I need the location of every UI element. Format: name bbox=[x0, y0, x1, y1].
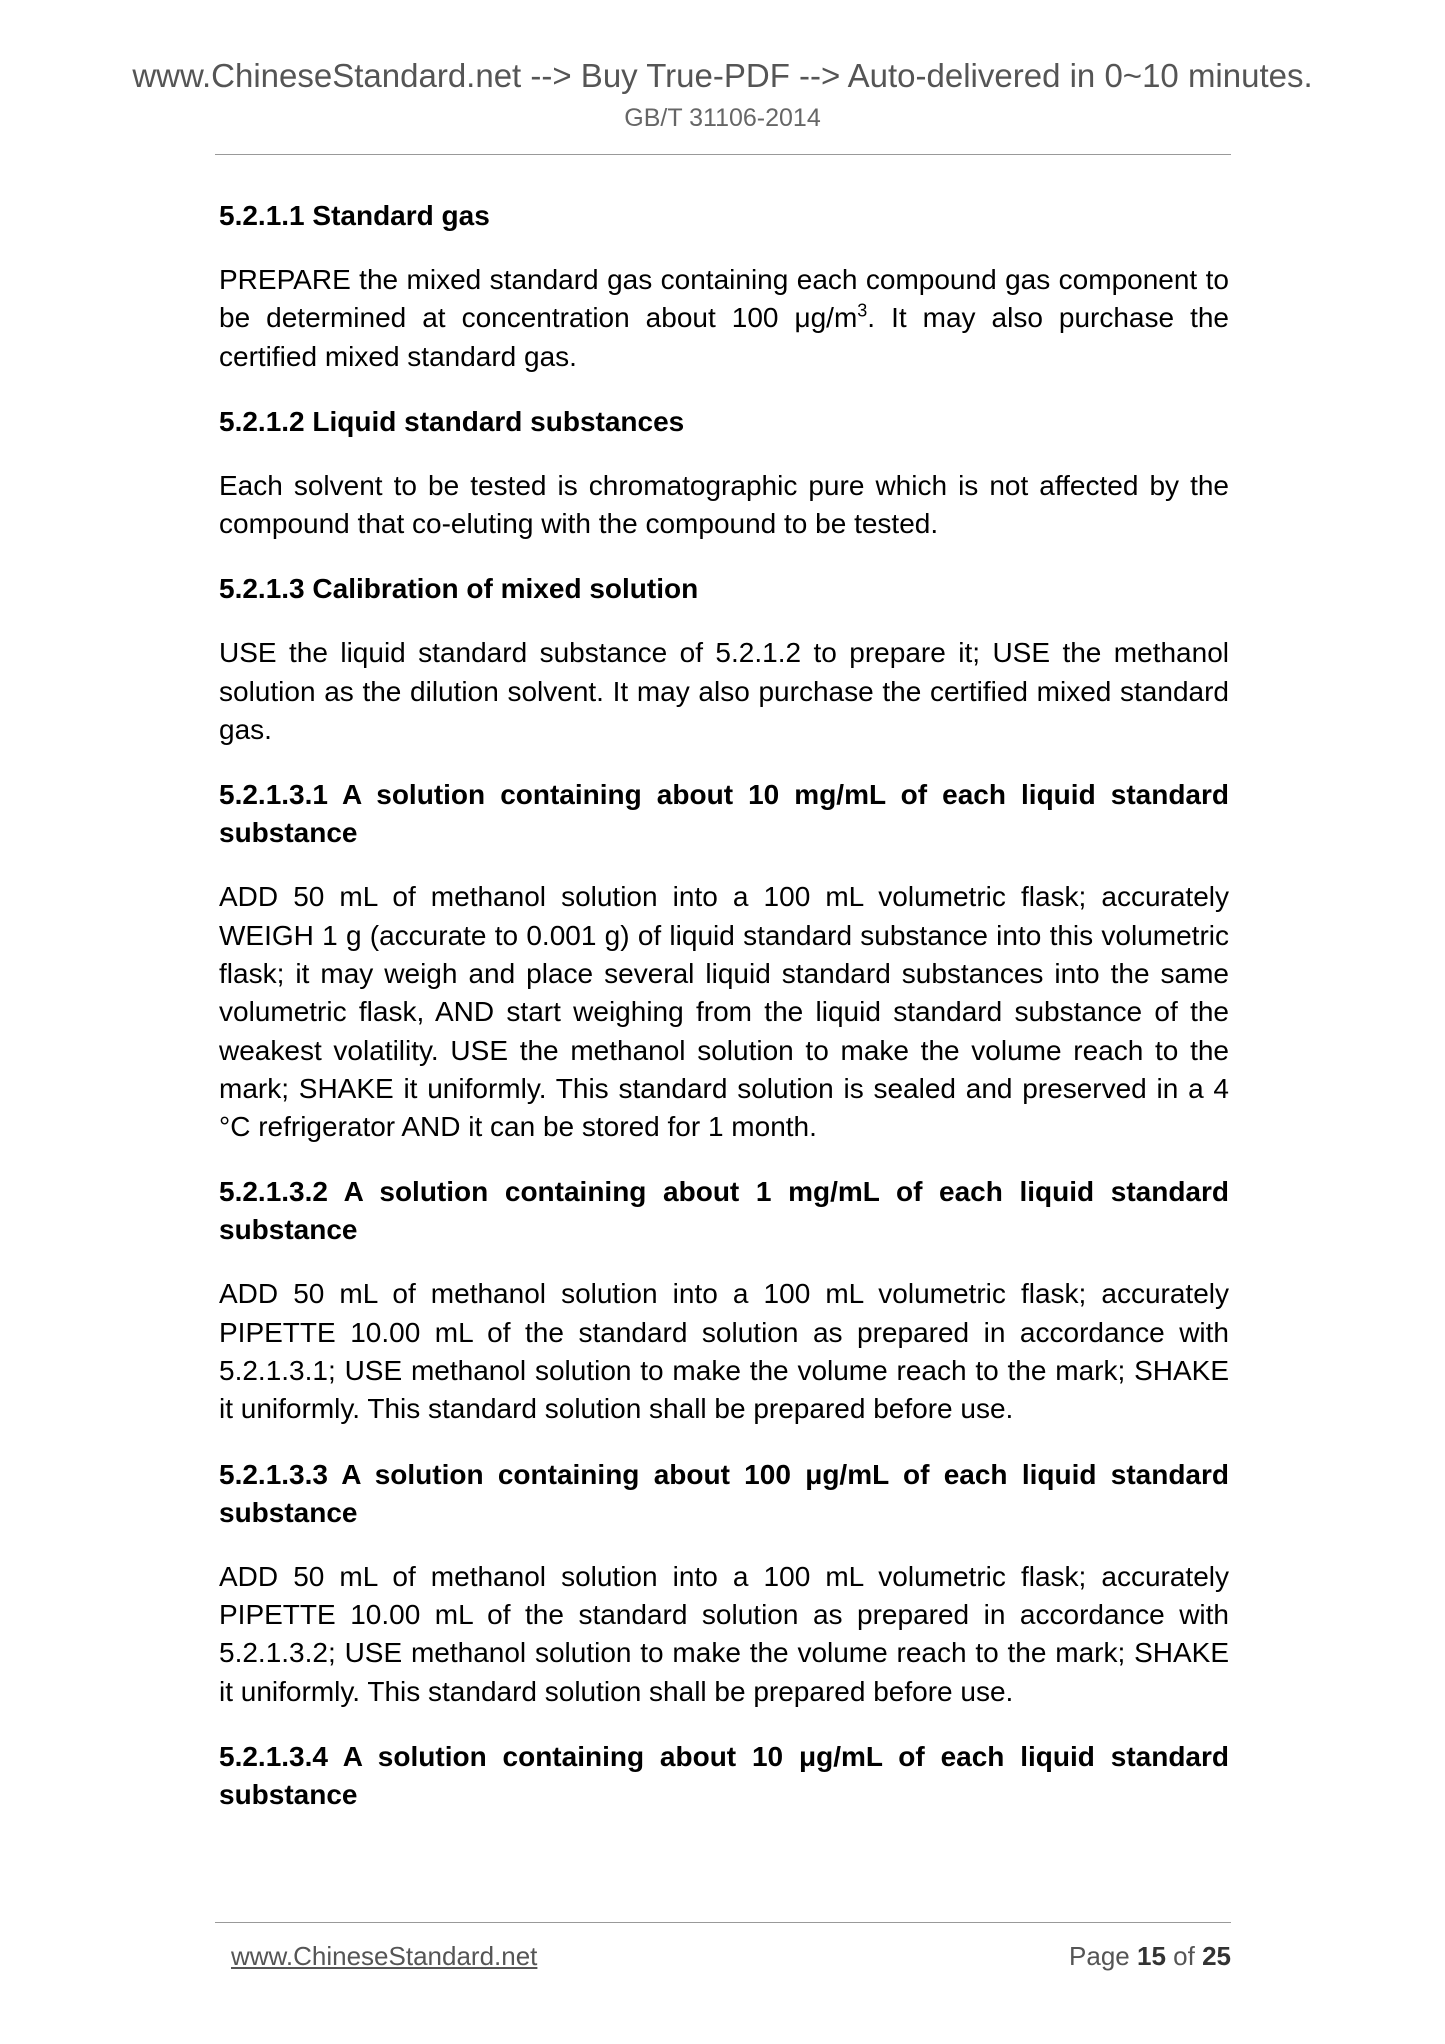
site-banner: www.ChineseStandard.net --> Buy True-PDF --> Auto-delivered in 0~10 minutes. bbox=[132, 57, 1313, 94]
page-total: 25 bbox=[1202, 1941, 1231, 1971]
section-heading-5-2-1-3-1: 5.2.1.3.1 A solution containing about 10 mg/mL of each liquid standard substance bbox=[219, 779, 1229, 849]
section-heading-5-2-1-3-4: 5.2.1.3.4 A solution containing about 10 μg/mL of each liquid standard substance bbox=[219, 1740, 1229, 1810]
footer-divider bbox=[215, 1922, 1231, 1923]
paragraph-text: PREPARE the mixed standard gas containing each compound gas component to be determined at concentration about 100 μg/m bbox=[219, 264, 1229, 334]
paragraph-text: . It may also purchase the certified mixed standard gas. bbox=[219, 302, 1229, 372]
header-divider bbox=[215, 154, 1231, 155]
page-indicator bbox=[1069, 1939, 1231, 1973]
section-paragraph-5-2-1-3-1: ADD 50 mL of methanol solution into a 100 mL volumetric flask; accurately WEIGH 1 g (accurate to 0.001 g) of liquid standard substance into this volumetric flask; it may weigh and place several liquid standard substances into the same volumetric flask, AND start weighing from the liquid standard substance of the weakest volatility. USE the methanol solution to make the volume reach to the mark; SHAKE it uniformly. This standard solution is sealed and preserved in a 4 °C refrigerator AND it can be stored for 1 month. bbox=[219, 881, 1229, 1143]
document-body bbox=[219, 197, 1229, 1840]
section-paragraph-5-2-1-3: USE the liquid standard substance of 5.2.1.2 to prepare it; USE the methanol solution as the dilution solvent. It may also purchase the certified mixed standard gas. bbox=[219, 637, 1229, 746]
section-paragraph-5-2-1-3-3: ADD 50 mL of methanol solution into a 100 mL volumetric flask; accurately PIPETTE 10.00 mL of the standard solution as prepared in accordance with 5.2.1.3.2; USE methanol solution to make the volume reach to the mark; SHAKE it uniformly. This standard solution shall be prepared before use. bbox=[219, 1560, 1229, 1707]
section-heading-5-2-1-3-2: 5.2.1.3.2 A solution containing about 1 mg/mL of each liquid standard substance bbox=[219, 1176, 1229, 1246]
section-heading-5-2-1-3-3: 5.2.1.3.3 A solution containing about 100 μg/mL of each liquid standard substance bbox=[219, 1458, 1229, 1528]
standard-number: GB/T 31106-2014 bbox=[624, 104, 821, 132]
section-heading-5-2-1-2: 5.2.1.2 Liquid standard substances bbox=[219, 405, 685, 437]
page-current: 15 bbox=[1137, 1941, 1166, 1971]
footer-site-link[interactable]: www.ChineseStandard.net bbox=[231, 1941, 538, 1971]
section-paragraph-5-2-1-2: Each solvent to be tested is chromatographic pure which is not affected by the compound that co-eluting with the compound to be tested. bbox=[219, 469, 1229, 540]
section-heading-5-2-1-1: 5.2.1.1 Standard gas bbox=[219, 200, 490, 231]
section-paragraph-5-2-1-1 bbox=[219, 261, 1229, 376]
section-heading-5-2-1-3: 5.2.1.3 Calibration of mixed solution bbox=[219, 573, 699, 605]
page-of: of bbox=[1173, 1941, 1195, 1971]
section-paragraph-5-2-1-3-2: ADD 50 mL of methanol solution into a 100 mL volumetric flask; accurately PIPETTE 10.00 mL of the standard solution as prepared in accordance with 5.2.1.3.1; USE methanol solution to make the volume reach to the mark; SHAKE it uniformly. This standard solution shall be prepared before use. bbox=[219, 1278, 1229, 1425]
page-label: Page bbox=[1069, 1941, 1130, 1971]
superscript: 3 bbox=[857, 300, 868, 321]
